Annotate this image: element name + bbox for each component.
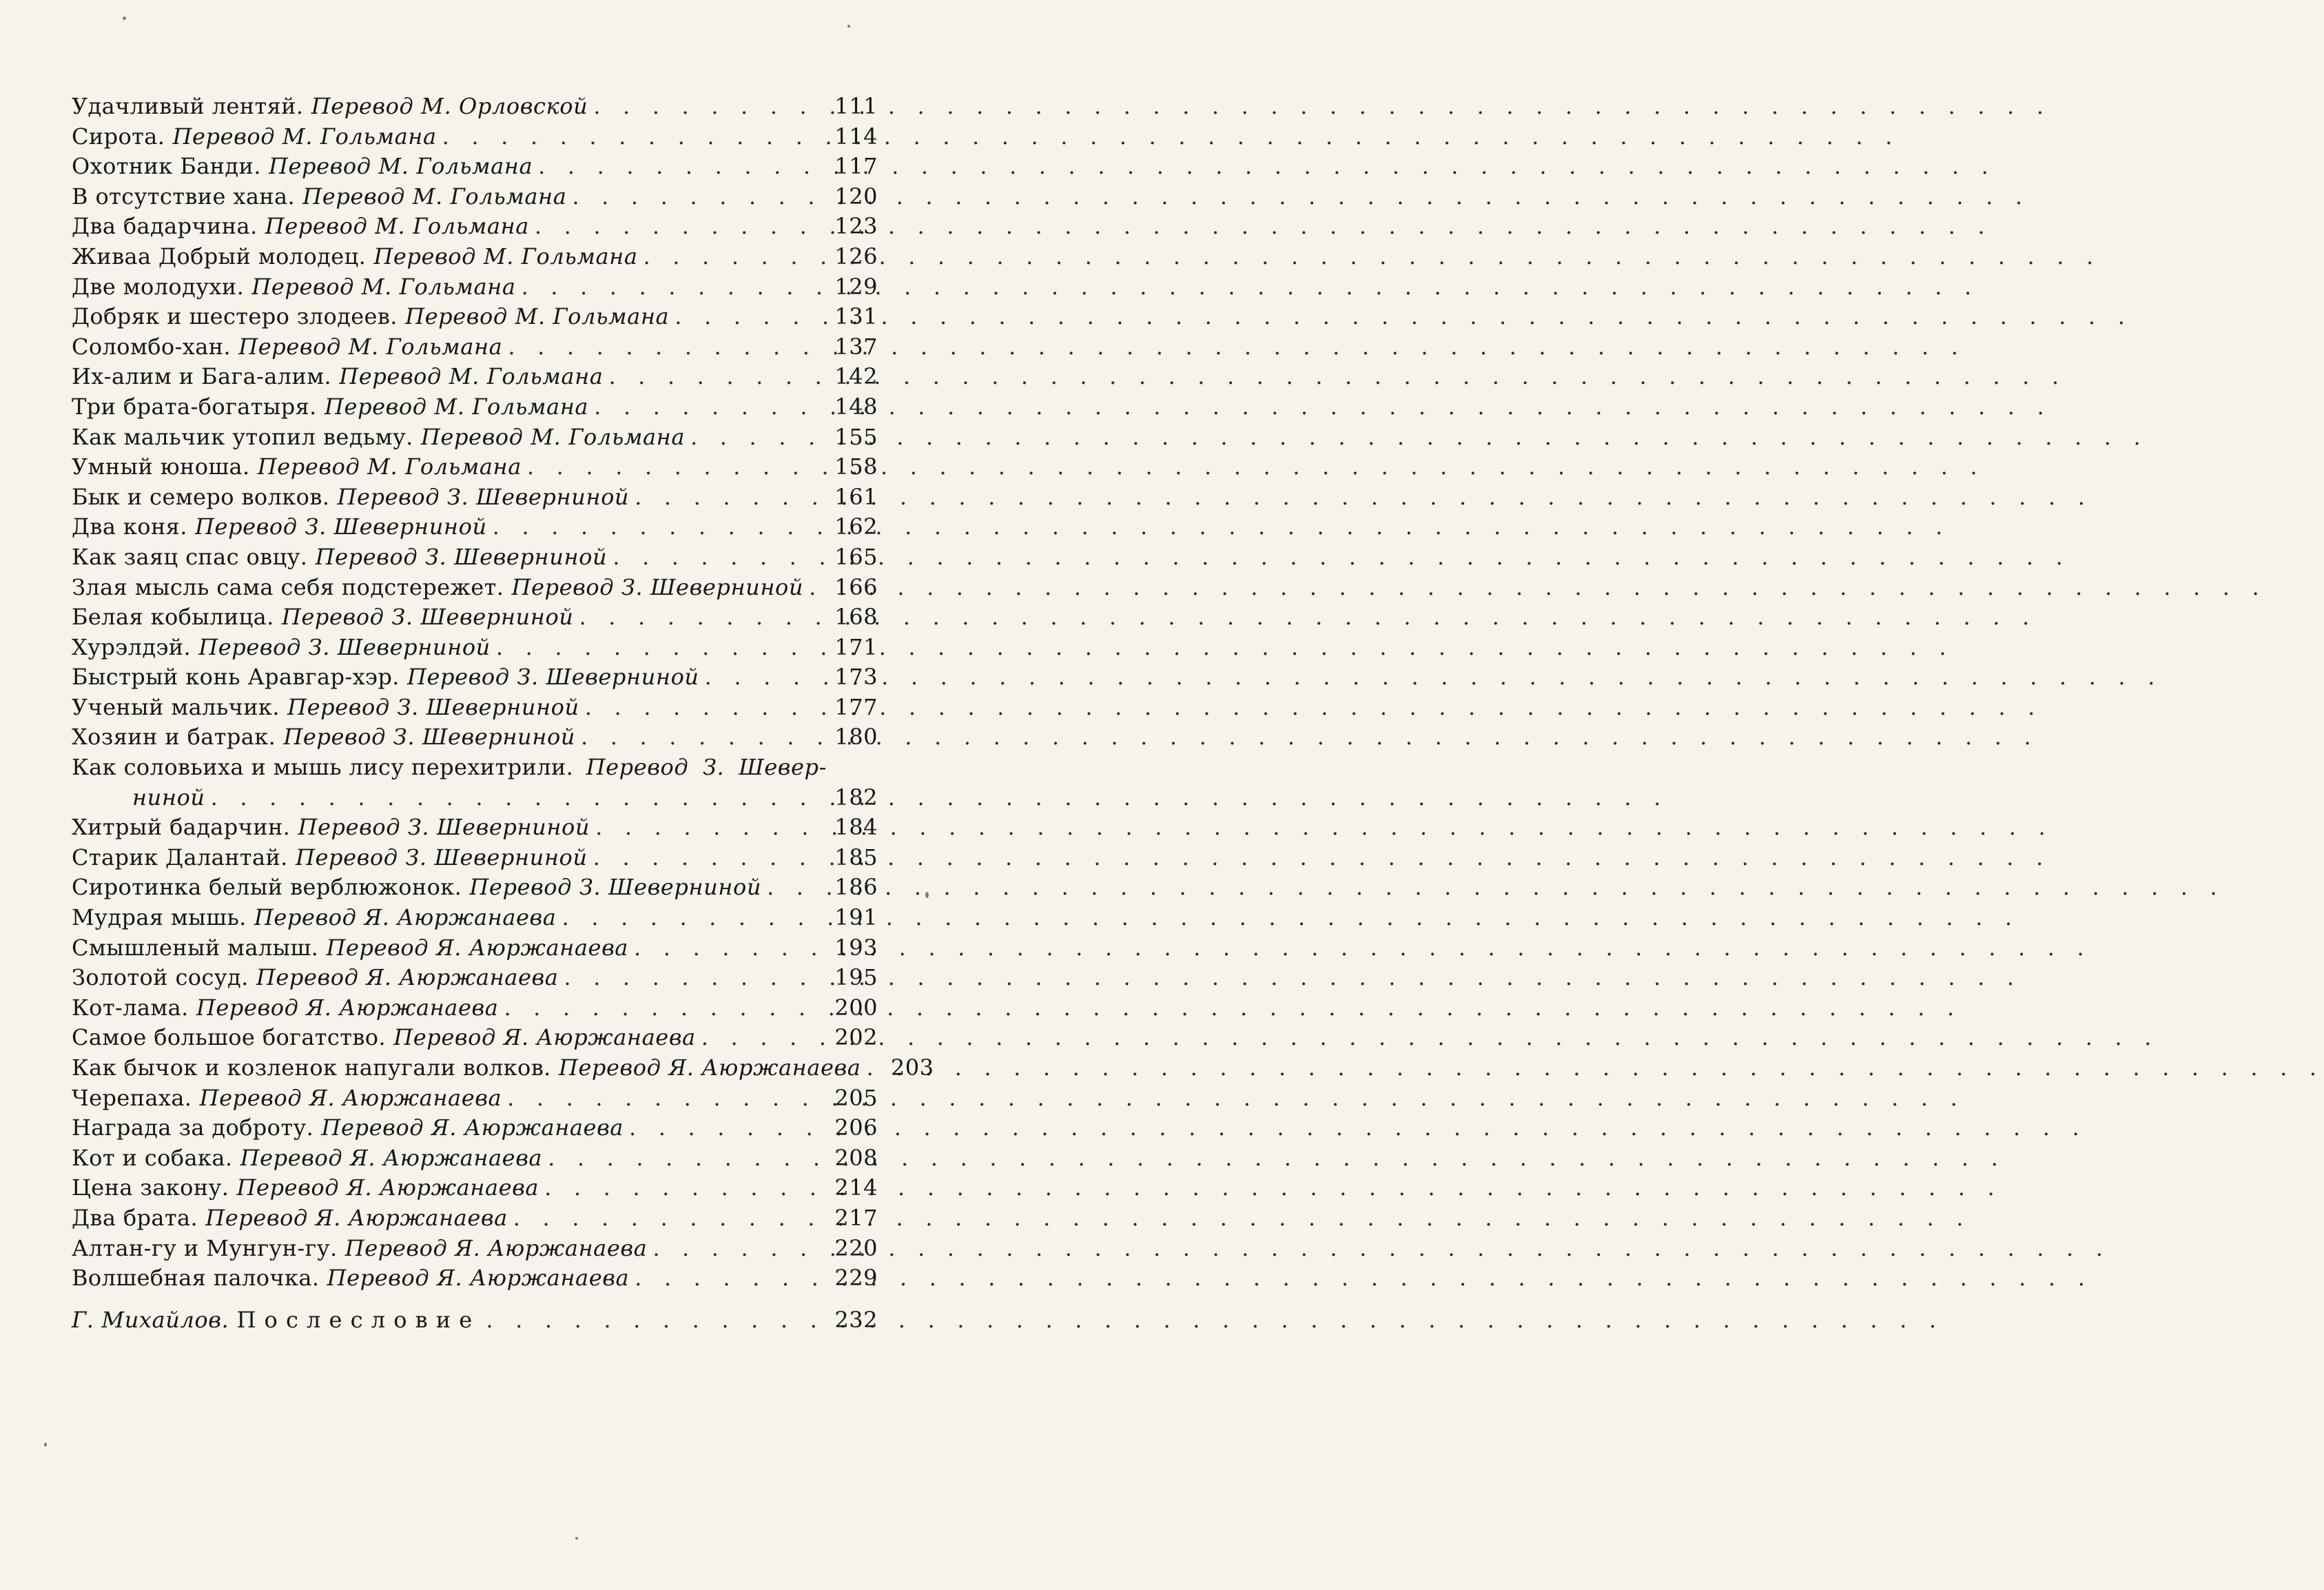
- entry-credit: Перевод З. Шеверниной: [407, 664, 699, 691]
- entry-title: Белая кобылица.: [72, 604, 274, 631]
- entry-credit: Перевод Я. Аюржанаева: [196, 994, 499, 1021]
- entry-credit: Перевод З. Шеверниной: [287, 693, 579, 720]
- entry-page-number: 123: [834, 213, 878, 240]
- entry-title: Кот-лама.: [72, 994, 189, 1021]
- toc-entry: [72, 452, 878, 482]
- entry-credit: Перевод М. Гольмана: [339, 363, 604, 390]
- entry-title: Два коня.: [72, 513, 187, 540]
- dot-leader: [685, 422, 830, 453]
- entry-credit: Перевод М. Гольмана: [420, 423, 686, 450]
- afterword-author: Г. Михайлов.: [72, 1306, 229, 1333]
- entry-page-number: 171: [834, 633, 878, 660]
- entry-credit: Перевод М. Гольмана: [302, 183, 567, 210]
- dot-leader: [566, 182, 830, 212]
- toc-entry: [72, 182, 878, 212]
- entry-title: Хитрый бадарчин.: [72, 814, 291, 841]
- entry-credit: Перевод З. Шевер-: [586, 754, 827, 781]
- dot-leader: [529, 212, 830, 242]
- dot-leader: [588, 92, 830, 122]
- toc-entry: [72, 482, 878, 513]
- toc-entries-group-1: [72, 92, 878, 753]
- entry-title: Старик Далантай.: [72, 844, 288, 870]
- entry-page-number: 142: [834, 363, 878, 390]
- dot-leader: [502, 1083, 830, 1114]
- entry-credit: Перевод Я. Аюржанаева: [321, 1114, 624, 1141]
- entry-title: Ученый мальчик.: [72, 693, 280, 720]
- entry-credit: Перевод М. Гольмана: [257, 453, 522, 480]
- toc-entry: [72, 693, 878, 723]
- entry-credit: Перевод М. Гольмана: [251, 273, 516, 300]
- entry-credit: Перевод М. Гольмана: [265, 213, 529, 240]
- entry-title: Смышленый малыш.: [72, 934, 319, 961]
- entry-title: Живаа Добрый молодец.: [72, 243, 367, 269]
- toc-entry: [72, 1203, 878, 1234]
- entry-page-number: 162: [834, 513, 878, 540]
- toc-entry: [72, 813, 878, 843]
- table-of-contents: [72, 92, 934, 1335]
- entry-title: Кот и собака.: [72, 1144, 233, 1171]
- entry-credit: Перевод Я. Аюржанаева: [327, 1265, 630, 1292]
- entry-page-number: 168: [834, 604, 878, 631]
- entry-credit: Перевод З. Шеверниной: [195, 513, 487, 540]
- entry-page-number: 131: [834, 303, 878, 330]
- toc-entry: [72, 272, 878, 303]
- toc-entry: [72, 242, 878, 272]
- dot-leader: [761, 873, 830, 903]
- entry-page-number: 129: [834, 273, 878, 300]
- entry-title: Два брата.: [72, 1204, 198, 1231]
- toc-entry: [72, 1263, 878, 1294]
- toc-entry: [72, 903, 878, 933]
- entry-title: Злая мысль сама себя подстережет.: [72, 573, 504, 600]
- toc-entry: [72, 92, 878, 122]
- paper-speck: [925, 892, 929, 898]
- entry-credit: Перевод З. Шеверниной: [295, 844, 588, 870]
- entry-title: Сиротинка белый верблюжонок.: [72, 874, 462, 901]
- dot-leader: [803, 573, 830, 603]
- entry-credit: Перевод М. Гольмана: [405, 303, 670, 330]
- dot-leader: [491, 633, 830, 663]
- entry-credit: Перевод Я. Аюржанаева: [393, 1024, 696, 1051]
- entry-title: Как мальчик утопил ведьму.: [72, 423, 413, 450]
- entry-page-number: 148: [834, 393, 878, 420]
- entry-title: Хозяин и батрак.: [72, 724, 276, 751]
- entry-page-number: 165: [834, 543, 878, 570]
- afterword-title: Послесловие: [236, 1306, 481, 1333]
- entry-page-number: 202: [834, 1024, 878, 1051]
- entry-title: Охотник Банди.: [72, 153, 261, 180]
- entry-page-number: 120: [834, 183, 878, 210]
- entry-credit: Перевод З. Шеверниной: [469, 874, 762, 901]
- toc-entry: [72, 873, 878, 903]
- entry-credit: Перевод Я. Аюржанаева: [199, 1084, 502, 1111]
- entry-page-number: 173: [834, 664, 878, 691]
- entry-title: Их-алим и Бага-алим.: [72, 363, 332, 390]
- dot-leader: [575, 722, 830, 753]
- toc-entry: [72, 332, 878, 363]
- toc-entry: [72, 512, 878, 542]
- dot-leader: [861, 1053, 885, 1083]
- entry-title: Цена закону.: [72, 1174, 229, 1201]
- dot-leader: [556, 903, 830, 933]
- entry-credit: Перевод Я. Аюржанаева: [254, 904, 557, 931]
- entry-page-number: 200: [834, 994, 878, 1021]
- entry-credit: Перевод З. Шеверниной: [298, 814, 590, 841]
- toc-entry: [72, 392, 878, 422]
- entry-credit: Перевод Я. Аюржанаева: [205, 1204, 508, 1231]
- toc-entries-group-2: [72, 813, 934, 1294]
- entry-title: Бык и семеро волков.: [72, 483, 330, 510]
- entry-credit: Перевод М. Гольмана: [172, 123, 437, 150]
- dot-leader: [629, 1263, 830, 1294]
- entry-credit: Перевод М. Гольмана: [324, 393, 589, 420]
- entry-title: Три брата-богатыря.: [72, 393, 317, 420]
- toc-entry-wrapped: [72, 753, 878, 813]
- toc-entry: [72, 993, 878, 1023]
- toc-entry: [72, 1113, 878, 1143]
- toc-entry: [72, 602, 878, 633]
- entry-page-number: 208: [834, 1144, 878, 1171]
- toc-entry: [72, 152, 878, 182]
- entry-page-number: 186: [834, 874, 878, 901]
- entry-credit: Перевод З. Шеверниной: [511, 573, 804, 600]
- dot-leader: [624, 1113, 830, 1143]
- entry-title: Черепаха.: [72, 1084, 192, 1111]
- entry-title: Умный юноша.: [72, 453, 250, 480]
- dot-leader: [603, 362, 830, 392]
- toc-entry: [72, 1143, 878, 1174]
- entry-title: Сирота.: [72, 123, 165, 150]
- entry-credit: Перевод Я. Аюржанаева: [345, 1234, 648, 1261]
- toc-entry: [72, 633, 878, 663]
- entry-page-number: 126: [834, 243, 878, 269]
- dot-leader: [487, 512, 830, 542]
- dot-leader: [437, 122, 830, 152]
- entry-title: Самое большое богатство.: [72, 1024, 386, 1051]
- entry-page-number: 158: [834, 453, 878, 480]
- entry-title: Быстрый конь Аравгар-хэр.: [72, 664, 400, 691]
- dot-leader: [522, 452, 830, 482]
- entry-credit: Перевод З. Шеверниной: [198, 633, 491, 660]
- dot-leader: [498, 993, 830, 1023]
- entry-page-number: 155: [834, 423, 878, 450]
- paper-speck: [575, 1537, 578, 1540]
- entry-credit: Перевод Я. Аюржанаева: [236, 1174, 539, 1201]
- toc-entry: [72, 933, 878, 964]
- paper-speck: [847, 25, 850, 28]
- entry-credit: Перевод Я. Аюржанаева: [558, 1054, 861, 1081]
- entry-title: Волшебная палочка.: [72, 1265, 320, 1292]
- toc-entry: [72, 1083, 878, 1114]
- entry-title: Добряк и шестеро злодеев.: [72, 303, 398, 330]
- toc-entry: [72, 122, 878, 152]
- toc-entry: [72, 1173, 878, 1203]
- dot-leader: [480, 1305, 830, 1336]
- entry-title: Алтан-гу и Мунгун-гу.: [72, 1234, 338, 1261]
- entry-credit: Перевод М. Орловской: [311, 93, 588, 119]
- entry-credit: Перевод М. Гольмана: [238, 333, 503, 360]
- entry-page-number: 217: [834, 1204, 878, 1231]
- dot-leader: [590, 813, 830, 843]
- entry-title: Удачливый лентяй.: [72, 93, 304, 119]
- dot-leader: [629, 482, 830, 513]
- entry-title: Хурэлдэй.: [72, 633, 192, 660]
- toc-entry: [72, 212, 878, 242]
- toc-entry: [72, 542, 878, 573]
- toc-entry: [72, 1053, 934, 1083]
- entry-credit: Перевод М. Гольмана: [269, 153, 533, 180]
- toc-entry-afterword: [72, 1305, 878, 1336]
- entry-credit-continued: ниной: [132, 784, 205, 811]
- entry-title: Как заяц спас овцу.: [72, 543, 308, 570]
- entry-credit: Перевод З. Шеверниной: [281, 604, 574, 631]
- entry-page-number: 220: [834, 1234, 878, 1261]
- dot-leader: [533, 152, 830, 182]
- entry-title: В отсутствие хана.: [72, 183, 296, 210]
- entry-title: Золотой сосуд.: [72, 964, 249, 991]
- toc-entry: [72, 422, 878, 453]
- entry-credit: Перевод Я. Аюржанаева: [240, 1144, 543, 1171]
- dot-leader: [508, 1203, 830, 1234]
- dot-leader: [502, 332, 830, 363]
- toc-entry: [72, 1234, 878, 1264]
- entry-page-number: 137: [834, 333, 878, 360]
- dot-leader: [205, 783, 830, 813]
- paper-speck: [123, 17, 126, 20]
- entry-credit: Перевод З. Шеверниной: [315, 543, 608, 570]
- dot-leader: [588, 843, 830, 873]
- entry-page-number: 206: [834, 1114, 878, 1141]
- entry-credit: Перевод З. Шеверниной: [283, 724, 576, 751]
- entry-page-number: 203: [890, 1054, 934, 1081]
- entry-title: Как соловьиха и мышь лису перехитрили.: [72, 754, 574, 781]
- entry-page-number: 161: [834, 483, 878, 510]
- entry-page-number: 205: [834, 1084, 878, 1111]
- entry-title: Соломбо-хан.: [72, 333, 232, 360]
- dot-leader: [696, 1023, 830, 1053]
- entry-title: Две молодухи.: [72, 273, 245, 300]
- entry-page-number: 166: [834, 573, 878, 600]
- toc-entry: [72, 963, 878, 993]
- entry-page-number: 214: [834, 1174, 878, 1201]
- dot-leader: [647, 1234, 830, 1264]
- entry-page-number: 177: [834, 693, 878, 720]
- toc-entry-wrapped-line-1: [72, 753, 878, 783]
- entry-title: Как бычок и козленок напугали волков.: [72, 1054, 551, 1081]
- dot-leader: [699, 662, 830, 693]
- entry-credit: Перевод Я. Аюржанаева: [326, 934, 628, 961]
- dot-leader: [628, 933, 830, 964]
- toc-entry: [72, 302, 878, 332]
- dot-leader: [542, 1143, 830, 1174]
- entry-page-number: 182: [834, 784, 878, 811]
- toc-entry: [72, 722, 878, 753]
- entry-page-number: 185: [834, 844, 878, 870]
- dot-leader: [574, 602, 830, 633]
- entry-credit: Перевод З. Шеверниной: [337, 483, 630, 510]
- afterword-page-number: 232: [834, 1306, 878, 1333]
- toc-entry: [72, 362, 878, 392]
- dot-leader: [516, 272, 830, 303]
- entry-page-number: 191: [834, 904, 878, 931]
- dot-leader: [558, 963, 830, 993]
- entry-page-number: 184: [834, 814, 878, 841]
- dot-leader: [579, 693, 830, 723]
- entry-page-number: 193: [834, 934, 878, 961]
- toc-entry: [72, 843, 878, 873]
- entry-title: Награда за доброту.: [72, 1114, 314, 1141]
- entry-credit: Перевод Я. Аюржанаева: [256, 964, 559, 991]
- toc-entry: [72, 573, 878, 603]
- entry-page-number: 229: [834, 1265, 878, 1292]
- entry-page-number: 180: [834, 724, 878, 751]
- entry-credit: Перевод М. Гольмана: [373, 243, 638, 269]
- dot-leader: [638, 242, 830, 272]
- toc-entry-wrapped-line-2: [72, 783, 878, 813]
- entry-page-number: 114: [834, 123, 878, 150]
- toc-entry: [72, 1023, 878, 1053]
- paper-speck: [44, 1443, 47, 1447]
- dot-leader: [669, 302, 830, 332]
- entry-page-number: 195: [834, 964, 878, 991]
- entry-title: Два бадарчина.: [72, 213, 258, 240]
- dot-leader: [588, 392, 830, 422]
- dot-leader: [607, 542, 830, 573]
- entry-title: Мудрая мышь.: [72, 904, 247, 931]
- toc-entry: [72, 662, 878, 693]
- entry-page-number: 117: [834, 153, 878, 180]
- dot-leader: [539, 1173, 830, 1203]
- entry-page-number: 111: [834, 93, 878, 119]
